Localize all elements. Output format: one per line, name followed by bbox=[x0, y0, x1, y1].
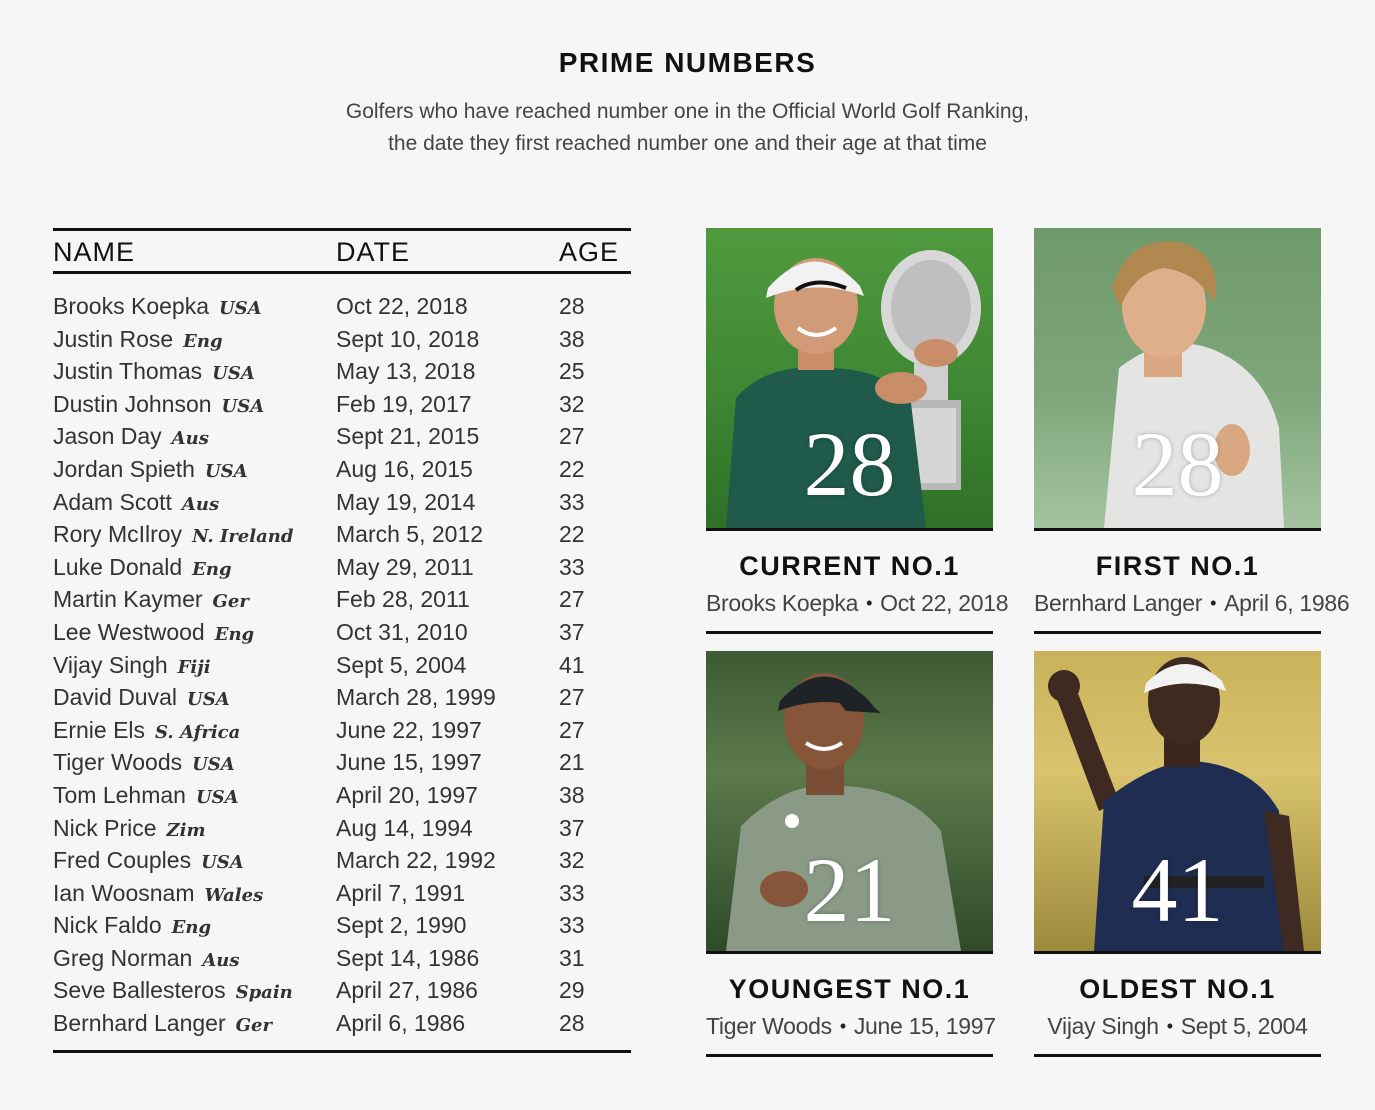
card-oldest-date: Sept 5, 2004 bbox=[1180, 1013, 1308, 1039]
table-row bbox=[53, 389, 631, 422]
golfer-name: Adam Scott bbox=[53, 488, 172, 515]
age-at-no1: 32 bbox=[559, 390, 585, 417]
age-at-no1: 33 bbox=[559, 912, 585, 939]
card-current-age: 28 bbox=[803, 413, 896, 515]
card-current-date: Oct 22, 2018 bbox=[880, 590, 1009, 616]
golfer-country: Aus bbox=[202, 949, 240, 971]
age-at-no1: 27 bbox=[559, 684, 585, 711]
age-at-no1: 38 bbox=[559, 781, 585, 808]
golfer-country: Aus bbox=[171, 428, 209, 450]
page-title: PRIME NUMBERS bbox=[558, 47, 817, 78]
golfer-name-cell bbox=[53, 391, 264, 418]
golfer-name: Justin Thomas bbox=[53, 358, 203, 385]
golfer-country: USA bbox=[195, 786, 239, 808]
card-youngest-label: YOUNGEST NO.1 bbox=[728, 974, 971, 1004]
golfer-name: Seve Ballesteros bbox=[53, 977, 226, 1004]
card-oldest-meta bbox=[1034, 1013, 1321, 1040]
golfer-name: Greg Norman bbox=[53, 944, 193, 971]
golfer-country: Ger bbox=[212, 591, 249, 613]
header-name: NAME bbox=[53, 237, 136, 267]
card-youngest-age: 21 bbox=[803, 839, 896, 941]
subtitle-line-2: the date they first reached number one and their age at that time bbox=[388, 132, 987, 155]
table-row bbox=[53, 421, 631, 454]
table-row bbox=[53, 291, 631, 324]
first-no1-date: Aug 14, 1994 bbox=[336, 814, 473, 841]
golfer-name-cell bbox=[53, 684, 230, 711]
age-at-no1: 27 bbox=[559, 716, 585, 743]
table-row bbox=[53, 324, 631, 357]
first-no1-date: May 19, 2014 bbox=[336, 488, 476, 515]
golfer-country: USA bbox=[212, 363, 255, 385]
golfer-country: USA bbox=[204, 460, 248, 482]
table-row bbox=[53, 617, 631, 650]
golfer-country: Zim bbox=[166, 819, 206, 841]
first-no1-date: April 27, 1986 bbox=[336, 977, 478, 1004]
golfer-name: Lee Westwood bbox=[53, 618, 205, 645]
golfer-name-cell bbox=[53, 977, 293, 1004]
golfer-country: S. Africa bbox=[155, 721, 241, 743]
table-row bbox=[53, 1008, 631, 1041]
golfer-name-cell bbox=[53, 912, 211, 939]
golfer-name-cell bbox=[53, 456, 248, 483]
card-youngest-date: June 15, 1997 bbox=[853, 1013, 996, 1039]
age-at-no1: 28 bbox=[559, 293, 585, 319]
photo-tiger-woods bbox=[706, 651, 993, 951]
first-no1-date: May 13, 2018 bbox=[336, 358, 476, 385]
golfer-country: Eng bbox=[171, 917, 212, 939]
golfer-name-cell bbox=[53, 423, 209, 450]
table-row bbox=[53, 943, 631, 976]
first-no1-date: April 7, 1991 bbox=[336, 879, 466, 906]
card-oldest-age: 41 bbox=[1131, 839, 1224, 941]
header-age: AGE bbox=[559, 237, 620, 267]
golfer-name-cell bbox=[53, 326, 223, 353]
bullet-separator: • bbox=[1210, 593, 1217, 613]
golfer-name: Fred Couples bbox=[53, 847, 192, 874]
age-at-no1: 33 bbox=[559, 553, 585, 580]
golfer-name-cell bbox=[53, 293, 262, 320]
golfer-name: Tiger Woods bbox=[53, 749, 183, 776]
golfer-country: Ger bbox=[235, 1015, 272, 1037]
first-no1-date: Sept 14, 1986 bbox=[336, 944, 480, 971]
card-first-age: 28 bbox=[1131, 413, 1224, 515]
first-no1-date: Feb 28, 2011 bbox=[336, 586, 470, 613]
bullet-separator: • bbox=[1166, 1016, 1173, 1036]
table-row bbox=[53, 454, 631, 487]
age-at-no1: 33 bbox=[559, 488, 585, 515]
age-at-no1: 29 bbox=[559, 977, 585, 1004]
golfer-name: Justin Rose bbox=[53, 325, 174, 352]
golfer-name: Jason Day bbox=[53, 423, 162, 450]
golfer-name-cell bbox=[53, 847, 244, 874]
golfer-name: Rory McIlroy bbox=[53, 521, 183, 548]
table-row bbox=[53, 682, 631, 715]
card-oldest-label: OLDEST NO.1 bbox=[1079, 974, 1276, 1004]
card-youngest-name: Tiger Woods bbox=[706, 1013, 832, 1039]
golfer-name: Luke Donald bbox=[53, 553, 183, 580]
first-no1-date: Feb 19, 2017 bbox=[336, 390, 472, 417]
first-no1-date: June 22, 1997 bbox=[336, 716, 482, 743]
golfer-country: Eng bbox=[214, 623, 255, 645]
page-subtitle bbox=[0, 96, 1375, 160]
golfer-name-cell bbox=[53, 554, 232, 581]
golfer-name: Vijay Singh bbox=[53, 651, 168, 678]
card-oldest-rule-bottom bbox=[1034, 1054, 1321, 1057]
golfer-country: Eng bbox=[183, 330, 223, 352]
golfer-name-cell bbox=[53, 749, 235, 776]
golfer-country: USA bbox=[192, 754, 235, 776]
first-no1-date: Oct 31, 2010 bbox=[336, 618, 468, 645]
table-row bbox=[53, 650, 631, 683]
age-at-no1: 33 bbox=[559, 879, 585, 906]
age-at-no1: 21 bbox=[559, 749, 585, 776]
card-oldest-name: Vijay Singh bbox=[1047, 1013, 1159, 1039]
photo-brooks-koepka bbox=[706, 228, 993, 528]
age-at-no1: 41 bbox=[559, 651, 585, 678]
card-first-no1 bbox=[1034, 228, 1350, 634]
first-no1-date: Sept 21, 2015 bbox=[336, 423, 480, 450]
golfer-name: Brooks Koepka bbox=[53, 293, 209, 319]
first-no1-date: May 29, 2011 bbox=[336, 553, 474, 580]
first-no1-date: March 5, 2012 bbox=[336, 521, 484, 548]
card-first-label: FIRST NO.1 bbox=[1095, 551, 1260, 581]
table-bottom-rule bbox=[53, 1050, 631, 1053]
golfer-name: Bernhard Langer bbox=[53, 1010, 226, 1037]
first-no1-date: Sept 5, 2004 bbox=[336, 651, 467, 678]
age-at-no1: 38 bbox=[559, 325, 585, 352]
card-first-date: April 6, 1986 bbox=[1224, 590, 1350, 616]
golfer-country: Aus bbox=[181, 493, 220, 515]
table-row bbox=[53, 845, 631, 878]
golfer-name: David Duval bbox=[53, 684, 177, 711]
card-youngest-rule-top bbox=[706, 951, 993, 954]
card-current-name: Brooks Koepka bbox=[706, 590, 859, 616]
golfer-country: Wales bbox=[204, 884, 264, 906]
age-at-no1: 25 bbox=[559, 358, 585, 385]
golfer-name-cell bbox=[53, 1010, 272, 1037]
first-no1-date: June 15, 1997 bbox=[336, 749, 482, 776]
age-at-no1: 32 bbox=[559, 847, 585, 874]
first-no1-date: Aug 16, 2015 bbox=[336, 455, 473, 482]
age-at-no1: 27 bbox=[559, 423, 585, 450]
table-row bbox=[53, 878, 631, 911]
age-at-no1: 22 bbox=[559, 455, 585, 482]
table-row bbox=[53, 584, 631, 617]
card-youngest-no1 bbox=[706, 651, 996, 1057]
golfer-name-cell bbox=[53, 945, 240, 972]
golfer-name-cell bbox=[53, 880, 263, 907]
table-row bbox=[53, 780, 631, 813]
golfer-name: Dustin Johnson bbox=[53, 390, 212, 417]
table-row bbox=[53, 487, 631, 520]
golfer-country: Spain bbox=[235, 982, 293, 1004]
header-date: DATE bbox=[336, 237, 411, 267]
card-current-label: CURRENT NO.1 bbox=[739, 551, 960, 581]
card-current-rule-top bbox=[706, 528, 993, 531]
card-current-meta bbox=[706, 590, 1009, 617]
age-at-no1: 22 bbox=[559, 521, 585, 548]
card-oldest-rule-top bbox=[1034, 951, 1321, 954]
card-first-meta bbox=[1034, 590, 1350, 617]
golfer-country: USA bbox=[221, 395, 265, 417]
golfer-name-cell bbox=[53, 717, 240, 744]
golfer-country: USA bbox=[187, 689, 230, 711]
card-oldest-no1 bbox=[1034, 651, 1321, 1057]
bullet-separator: • bbox=[839, 1016, 846, 1036]
age-at-no1: 28 bbox=[559, 1010, 585, 1037]
first-no1-date: March 22, 1992 bbox=[336, 847, 496, 874]
golfer-name-cell bbox=[53, 586, 249, 613]
golfer-name-cell bbox=[53, 489, 219, 516]
golfer-name: Jordan Spieth bbox=[53, 455, 195, 482]
rankings-table bbox=[53, 228, 631, 1041]
golfer-name: Ernie Els bbox=[53, 716, 146, 743]
card-first-rule-top bbox=[1034, 528, 1321, 531]
golfer-name: Ian Woosnam bbox=[53, 879, 195, 906]
golfer-name-cell bbox=[53, 782, 239, 809]
table-row bbox=[53, 715, 631, 748]
first-no1-date: Sept 10, 2018 bbox=[336, 325, 480, 352]
age-at-no1: 27 bbox=[559, 586, 585, 613]
table-header bbox=[53, 231, 631, 271]
first-no1-date: March 28, 1999 bbox=[336, 684, 496, 711]
table-row bbox=[53, 552, 631, 585]
first-no1-date: April 6, 1986 bbox=[336, 1010, 466, 1037]
golfer-country: Fiji bbox=[177, 656, 211, 678]
table-row bbox=[53, 747, 631, 780]
golfer-name: Martin Kaymer bbox=[53, 586, 203, 613]
table-row bbox=[53, 519, 631, 552]
golfer-name: Nick Price bbox=[53, 814, 157, 841]
card-youngest-meta bbox=[706, 1013, 996, 1040]
table-row bbox=[53, 910, 631, 943]
table-body bbox=[53, 274, 631, 1041]
card-current-no1 bbox=[706, 228, 1009, 634]
golfer-name-cell bbox=[53, 521, 293, 548]
first-no1-date: Sept 2, 1990 bbox=[336, 912, 467, 939]
golfer-name-cell bbox=[53, 815, 206, 842]
golfer-name-cell bbox=[53, 619, 254, 646]
card-current-rule-bottom bbox=[706, 631, 993, 634]
bullet-separator: • bbox=[866, 593, 873, 613]
first-no1-date: Oct 22, 2018 bbox=[336, 293, 468, 319]
golfer-country: N. Ireland bbox=[192, 526, 294, 548]
golfer-name: Tom Lehman bbox=[53, 781, 186, 808]
table-row bbox=[53, 813, 631, 846]
age-at-no1: 37 bbox=[559, 814, 585, 841]
golfer-country: USA bbox=[218, 298, 262, 319]
age-at-no1: 31 bbox=[559, 944, 585, 971]
card-first-name: Bernhard Langer bbox=[1034, 590, 1203, 616]
photo-vijay-singh bbox=[1034, 651, 1321, 951]
golfer-name-cell bbox=[53, 652, 211, 679]
golfer-country: USA bbox=[201, 852, 244, 874]
golfer-name: Nick Faldo bbox=[53, 912, 162, 939]
card-youngest-rule-bottom bbox=[706, 1054, 993, 1057]
first-no1-date: April 20, 1997 bbox=[336, 781, 478, 808]
age-at-no1: 37 bbox=[559, 618, 585, 645]
card-first-rule-bottom bbox=[1034, 631, 1321, 634]
golfer-name-cell bbox=[53, 358, 255, 385]
photo-bernhard-langer bbox=[1034, 228, 1321, 528]
table-row bbox=[53, 356, 631, 389]
table-row bbox=[53, 975, 631, 1008]
golfer-country: Eng bbox=[192, 558, 232, 580]
subtitle-line-1: Golfers who have reached number one in the Official World Golf Ranking, bbox=[345, 100, 1030, 123]
